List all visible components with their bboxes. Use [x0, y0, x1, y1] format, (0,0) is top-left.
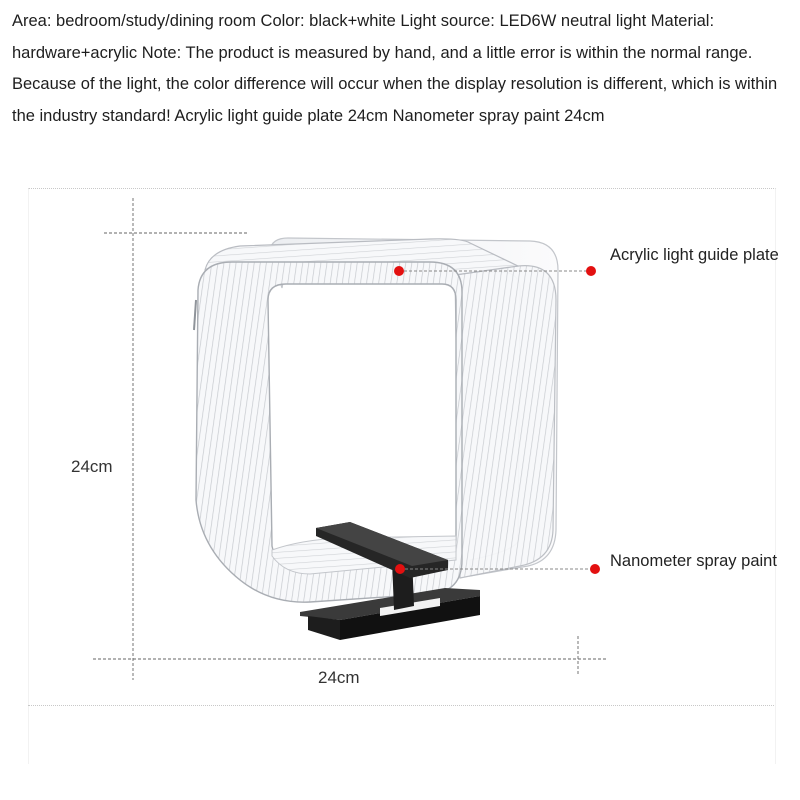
- width-dimension-label: 24cm: [318, 668, 360, 687]
- product-description: Area: bedroom/study/dining room Color: black+white Light source: LED6W neutral light Material: hardware+acrylic Note: The product is measured by hand, and a little error is within the normal range. Because of the light, the color difference will occur when the display resolution is different, which is within the industry standard! Acrylic light guide plate 24cm Nanometer spray paint 24cm: [12, 12, 778, 125]
- callout-acrylic-plate: Acrylic light guide plate: [610, 246, 779, 264]
- acrylic-right-side: [455, 266, 556, 578]
- height-dimension-label: 24cm: [71, 457, 113, 476]
- paint-end-dot: [590, 564, 600, 574]
- acrylic-marker-dot: [394, 266, 404, 276]
- paint-marker-dot: [395, 564, 405, 574]
- callout-spray-paint: Nanometer spray paint: [610, 552, 777, 570]
- acrylic-end-dot: [586, 266, 596, 276]
- base-plate-front: [308, 616, 340, 640]
